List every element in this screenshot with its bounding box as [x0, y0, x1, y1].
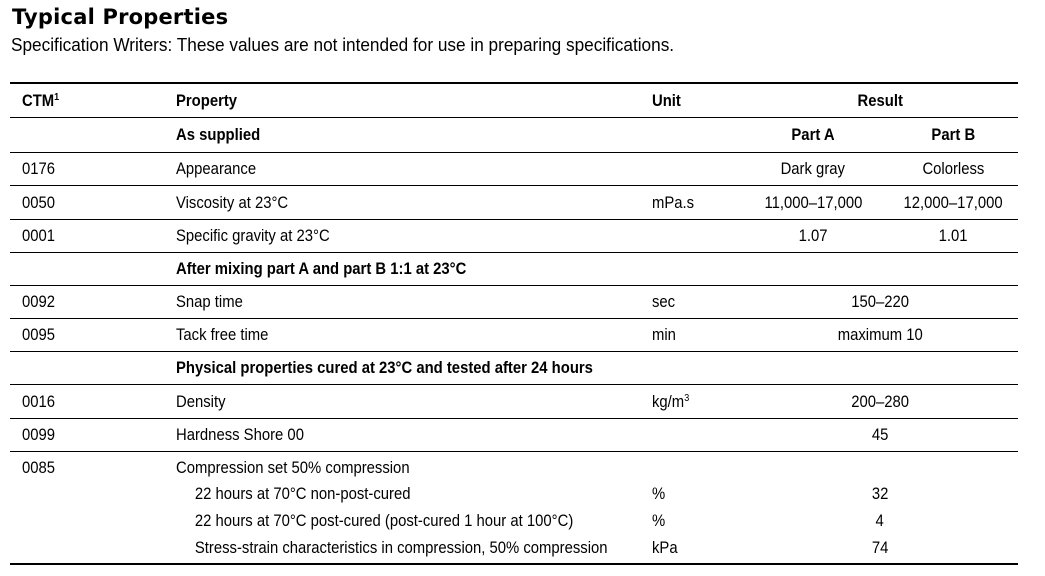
part-a-header	[740, 126, 886, 145]
ctm-code: 0176	[22, 160, 56, 178]
header-ctm-footnote: 1	[54, 92, 60, 103]
part-b-value	[886, 194, 1020, 213]
section-row-physical	[10, 352, 1018, 385]
table-row	[10, 220, 1018, 253]
result-value-text: 150–220	[851, 293, 909, 311]
table-row-compression	[10, 452, 1018, 565]
header-ctm	[22, 92, 59, 111]
sub-property-text: 22 hours at 70°C post-cured (post-cured 1 hour at 100°C)	[194, 512, 574, 530]
section-label-physical: Physical properties cured at 23°C and tested after 24 hours	[176, 359, 593, 377]
part-b-value-text: 12,000–17,000	[903, 194, 1003, 212]
result-value	[740, 326, 1020, 345]
ctm-code: 0092	[22, 293, 56, 311]
section-row-mixing	[10, 253, 1018, 286]
table-row	[10, 286, 1018, 319]
result-value	[740, 393, 1020, 412]
part-a-value-text: 11,000–17,000	[763, 194, 862, 212]
section-label-supplied: As supplied	[176, 126, 261, 144]
part-a-label: Part A	[791, 126, 835, 144]
section-row-supplied	[10, 118, 1018, 153]
property-name: Viscosity at 23°C	[176, 194, 289, 212]
sub-property-text: Stress-strain characteristics in compression, 50% compression	[194, 539, 608, 557]
sub-property	[176, 512, 573, 531]
result-value	[740, 539, 1020, 558]
subtitle: Specification Writers: These values are not intended for use in preparing specifications.	[11, 34, 675, 55]
property-name: Tack free time	[176, 326, 269, 344]
result-value-text: 32	[871, 485, 889, 503]
unit-text: kg/m	[652, 393, 685, 411]
result-value-text: maximum 10	[837, 326, 923, 344]
part-b-value	[886, 160, 1020, 179]
property-name: Density	[176, 393, 226, 411]
unit: mPa.s	[652, 194, 695, 212]
part-a-value-text: Dark gray	[780, 160, 846, 178]
property-name: Specific gravity at 23°C	[176, 227, 330, 245]
property-name: Appearance	[176, 160, 257, 178]
unit: %	[652, 512, 666, 530]
sub-property	[176, 485, 411, 504]
part-b-value-text: 1.01	[938, 227, 968, 245]
property-name: Hardness Shore 00	[176, 426, 304, 444]
part-b-label: Part B	[931, 126, 975, 144]
result-value	[740, 293, 1020, 312]
unit: sec	[652, 293, 676, 311]
unit: %	[652, 485, 666, 503]
part-b-value-text: Colorless	[922, 160, 984, 178]
ctm-code: 0001	[22, 227, 56, 245]
result-value-text: 74	[871, 539, 889, 557]
unit	[652, 393, 689, 412]
ctm-code: 0085	[22, 459, 56, 477]
unit: kPa	[652, 539, 678, 557]
sub-property	[176, 539, 608, 558]
result-value-text: 200–280	[851, 393, 909, 411]
part-a-value	[740, 160, 886, 179]
result-value-text: 4	[875, 512, 885, 530]
ctm-code: 0095	[22, 326, 56, 344]
section-label-mixing: After mixing part A and part B 1:1 at 23°C	[176, 260, 467, 278]
part-b-value	[886, 227, 1020, 246]
result-value	[740, 485, 1020, 504]
ctm-code: 0099	[22, 426, 56, 444]
part-a-value	[740, 227, 886, 246]
table-row	[10, 153, 1018, 186]
unit-exponent: 3	[684, 393, 690, 404]
table-row	[10, 319, 1018, 352]
result-value-text: 45	[871, 426, 889, 444]
header-result	[740, 92, 1020, 111]
header-row	[10, 84, 1018, 118]
part-a-value	[740, 194, 886, 213]
ctm-code: 0050	[22, 194, 56, 212]
part-a-value-text: 1.07	[798, 227, 828, 245]
sub-property-text: 22 hours at 70°C non-post-cured	[194, 485, 411, 503]
header-property: Property	[176, 92, 238, 110]
result-value	[740, 426, 1020, 445]
title: Typical Properties	[12, 5, 229, 29]
unit: min	[652, 326, 676, 344]
ctm-code: 0016	[22, 393, 56, 411]
header-ctm-label: CTM	[22, 92, 55, 110]
part-b-header	[886, 126, 1020, 145]
result-value	[740, 512, 1020, 531]
table-row	[10, 385, 1018, 419]
header-unit: Unit	[652, 92, 681, 110]
table-row	[10, 419, 1018, 452]
header-result-label: Result	[857, 92, 903, 110]
table-row	[10, 186, 1018, 220]
property-name: Snap time	[176, 293, 243, 311]
properties-table	[10, 82, 1018, 565]
property-name: Compression set 50% compression	[176, 459, 410, 477]
